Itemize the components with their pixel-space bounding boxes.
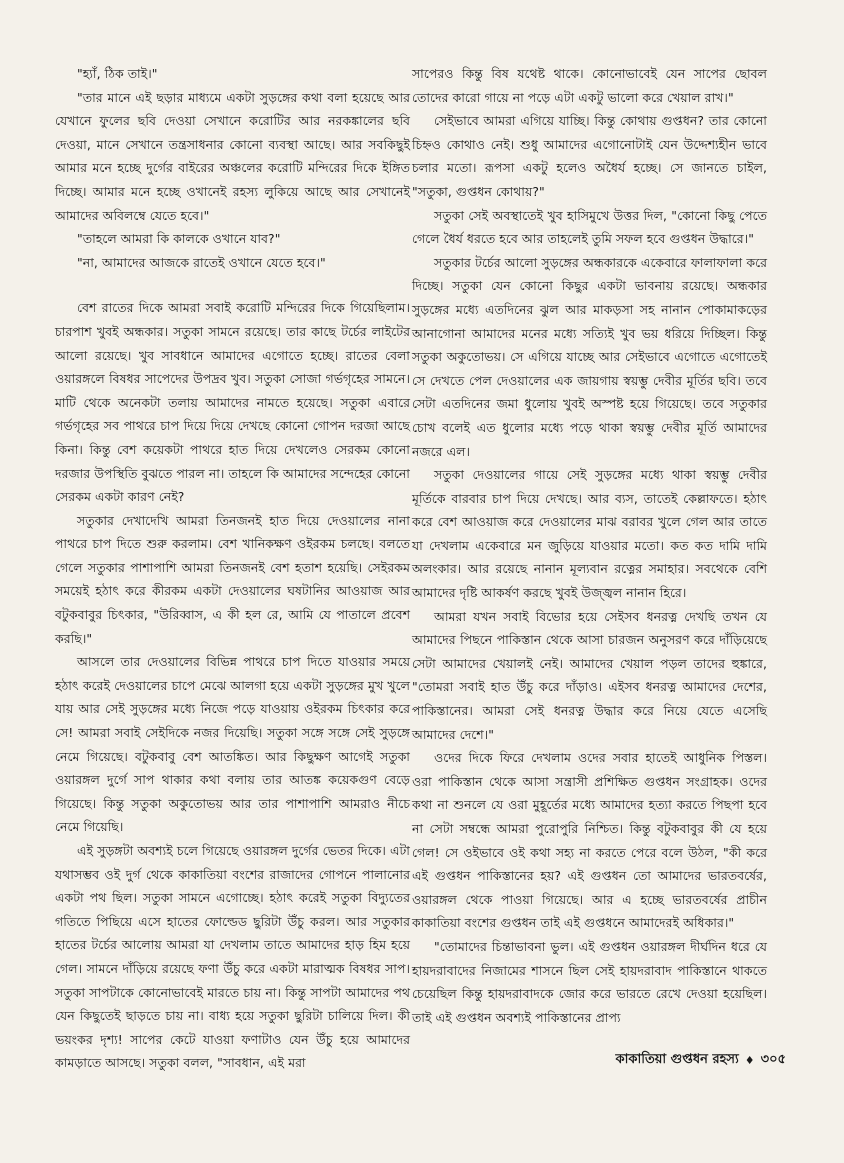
left-column	[55, 62, 410, 1071]
paragraph: আমরা যখন সবাই বিভোর হয়ে সেইসব ধনরত্ন দেখছি তখন যে আমাদের পিছনে পাকিস্তান থেকে আসা চারজন অনুসরণ করে দাঁড়িয়েছে সেটা আমাদের খেয়ালই নেই। আমাদের খেয়াল পড়ল তাদের হুঙ্কারে, "তোমরা সবাই হাত উঁচু করে দাঁড়াও। এইসব ধনরত্ন আমাদের দেশের, পাকিস্তানের। আমরা সেই ধনরত্ন উদ্ধার করে নিয়ে যেতে এসেছি আমাদের দেশে।"	[412, 608, 767, 742]
running-title: কাকাতিয়া গুপ্তধন রহস্য	[615, 1052, 739, 1067]
paragraph: "তার মানে এই ছড়ার মাধ্যমে একটা সুড়ঙ্গের কথা বলা হয়েছে আর যেখানে ফুলের ছবি দেওয়া সেখানে করোটির আর নরকঙ্কালের ছবি দেওয়া, মানে সেখানে তন্ত্রসাধনার কোনো ব্যবস্থা আছে। আর সবকিছুই আমার মনে হচ্ছে দুর্গের বাইরের অঞ্চলের করোটি মন্দিরের দিকে ইঙ্গিত দিচ্ছে। আমার মনে হচ্ছে ওখানেই রহস্য লুকিয়ে আছে আর সেখানেই আমাদের অবিলম্বে যেতে হবে।"	[55, 89, 410, 223]
page-footer	[616, 1050, 787, 1071]
paragraph: এই সুড়ঙ্গটা অবশ্যই চলে গিয়েছে ওয়ারঙ্গল দুর্গের ভেতর দিকে। এটা যথাসম্ভব ওই দুর্গ থেকে কাকাতিয়া বংশের রাজাদের গোপনে পালানোর একটা পথ ছিল। সতুকা সামনে এগোচ্ছে। হঠাৎ করেই সতুকা বিদ্যুতের গতিতে পিছিয়ে এসে হাতের ফোল্ডেড ছুরিটা উঁচু করল। আর সতুকার হাতের টর্চের আলোয় আমরা যা দেখলাম তাতে আমাদের হাড় হিম হয়ে গেল। সামনে দাঁড়িয়ে রয়েছে ফণা উঁচু করে একটা মারাত্মক বিষধর সাপ। সতুকা সাপটাকে কোনোভাবেই মারতে চায় না। কিন্তু সাপটা আমাদের পথ যেন কিছুতেই ছাড়তে চায় না। বাধ্য হয়ে সতুকা ছুরিটা চালিয়ে দিল। কী ভয়ংকর দৃশ্য! সাপের কেটে যাওয়া ফণাটাও যেন উঁচু হয়ে আমাদের কামড়াতে আসছে। সতুকা বলল, "সাবধান, এই মরা	[55, 843, 410, 1071]
paragraph: "হ্যাঁ, ঠিক তাই।"	[77, 66, 158, 81]
page-number: ৩০৫	[760, 1052, 786, 1067]
paragraph: সতুকার দেখাদেখি আমরা তিনজনই হাত দিয়ে দেওয়ালের নানা পাথরে চাপ দিতে শুরু করলাম। বেশ খানিকক্ষণ ওইরকম চলছে। বলতে গেলে সতুকার পাশাপাশি আমরা তিনজনই বেশ হতাশ হয়েছি। সেইরকম সময়েই হঠাৎ করে কীরকম একটা দেওয়ালের ঘষটানির আওয়াজ আর বটুকবাবুর চিৎকার, "উরিব্বাস, এ কী হল রে, আমি যে পাতালে প্রবেশ করছি।"	[55, 512, 410, 646]
section-break	[55, 274, 410, 296]
paragraph: "তোমাদের চিন্তাভাবনা ভুল। এই গুপ্তধন ওয়ারঙ্গল দীর্ঘদিন ধরে যে হায়দরাবাদের নিজামের শাসনে ছিল সেই হায়দরাবাদ পাকিস্তানে থাকতে চেয়েছিল কিন্তু হায়দরাবাদকে জোর করে ভারতে রেখে দেওয়া হয়েছিল। তাই এই গুপ্তধন অবশ্যই পাকিস্তানের প্রাপ্য	[412, 938, 767, 1025]
paragraph: "তাহলে আমরা কি কালকে ওখানে যাব?"	[77, 231, 281, 247]
paragraph: সেইভাবে আমরা এগিয়ে যাচ্ছি। কিন্তু কোথায় গুপ্তধন? তার কোনো চিহ্নও কোথাও নেই। শুধু আমাদের এগোনোটাই যেন উদ্দেশ্যহীন ভাবে চলার মতো। রূপসা একটু হলেও অধৈর্য হচ্ছে। সে জানতে চাইল, "সতুকা, গুপ্তধন কোথায়?"	[412, 113, 767, 199]
paragraph: সতুকার টর্চের আলো সুড়ঙ্গের অন্ধকারকে একেবারে ফালাফালা করে দিচ্ছে। সতুকা যেন কোনো কিছুর একটা ভাবনায় রয়েছে। অন্ধকার সুড়ঙ্গের মধ্যে এতদিনের ঝুল আর মাকড়সা সহ নানান পোকামাকড়ের আনাগোনা আমাদের মনের মধ্যে সত্যিই খুব ভয় ধরিয়ে দিচ্ছিল। কিন্তু সতুকা অকুতোভয়। সে এগিয়ে যাচ্ছে আর সেইভাবে এগোতে এগোতেই সে দেখতে পেল দেওয়ালের এক জায়গায় স্বয়ম্ভু দেবীর মূর্তির ছবি। তবে সেটা এতদিনের জমা ধুলোয় খুবই অস্পষ্ট হয়ে গিয়েছে। তবে সতুকার চোখ বলেই এত ধুলোর মধ্যে পড়ে থাকা স্বয়ম্ভু দেবীর মূর্তি আমাদের নজরে এল।	[412, 254, 767, 459]
paragraph: আসলে তার দেওয়ালের বিভিন্ন পাথরে চাপ দিতে যাওয়ার সময়ে হঠাৎ করেই দেওয়ালের চাপে মেঝে আলগা হয়ে একটা সুড়ঙ্গের মুখ খুলে যায় আর সেই সুড়ঙ্গের মধ্যে নিজে পড়ে যাওয়ায় ওইরকম চিৎকার করে সে! আমরা সবাই সেইদিকে নজর দিয়েছি। সতুকা সঙ্গে সঙ্গে সেই সুড়ঙ্গে নেমে গিয়েছে। বটুকবাবু বেশ আতঙ্কিত। আর কিছুক্ষণ আগেই সতুকা ওয়ারঙ্গল দুর্গে সাপ থাকার কথা বলায় তার আতঙ্ক কয়েকগুণ বেড়ে গিয়েছে। কিন্তু সতুকা অকুতোভয় আর তার পাশাপাশি আমরাও নীচে নেমে গিয়েছি।	[55, 654, 410, 835]
paragraph: ওদের দিকে ফিরে দেখলাম ওদের সবার হাতেই আধুনিক পিস্তল। ওরা পাকিস্তান থেকে আসা সন্ত্রাসী প্রশিক্ষিত গুপ্তধন সংগ্রাহক। ওদের কথা না শুনলে যে ওরা মুহূর্তের মধ্যে আমাদের হত্যা করতে পিছপা হবে না সেটা সম্বন্ধে আমরা পুরোপুরি নিশ্চিত। কিন্তু বটুকবাবুর কী যে হয়ে গেল! সে ওইভাবে ওই কথা সহ্য না করতে পেরে বলে উঠল, "কী করে এই গুপ্তধন পাকিস্তানের হয়? এই গুপ্তধন তো আমাদের ভারতবর্ষের, ওয়ারঙ্গল থেকে পাওয়া গিয়েছে। আর এ হচ্ছে ভারতবর্ষের প্রাচীন কাকাতিয়া বংশের গুপ্তধন তাই এই গুপ্তধনে আমাদেরই অধিকার।"	[412, 750, 767, 931]
diamond-icon: ♦	[744, 1054, 755, 1067]
paragraph: "না, আমাদের আজকে রাতেই ওখানে যেতে হবে।"	[77, 254, 326, 270]
paragraph: বেশ রাতের দিকে আমরা সবাই করোটি মন্দিরের দিকে গিয়েছিলাম। চারপাশ খুবই অন্ধকার। সতুকা সামনে রয়েছে। তার কাছে টর্চের লাইটের আলো রয়েছে। খুব সাবধানে আমাদের এগোতে হচ্ছে। রাতের বেলা ওয়ারঙ্গলে বিষধর সাপেদের উপদ্রব খুব। সতুকা সোজা গর্ভগৃহের সামনে। মাটি থেকে অনেকটা তলায় আমাদের নামতে হয়েছে। সতুকা এবারে গর্ভগৃহের সব পাথরে চাপ দিয়ে দিয়ে দেখছে কোনো গোপন দরজা আছে কিনা। কিন্তু বেশ কয়েকটা পাথরে হাত দিয়ে দেখলেও সেরকম কোনো দরজার উপস্থিতি বুঝতে পারল না। তাহলে কি আমাদের সন্দেহের কোনো সেরকম একটা কারণ নেই?	[55, 300, 410, 505]
paragraph: সতুকা দেওয়ালের গায়ে সেই সুড়ঙ্গের মধ্যে থাকা স্বয়ম্ভু দেবীর মূর্তিকে বারবার চাপ দিয়ে দেখছে। আর ব্যস, তাতেই কেল্লাফতে। হঠাৎ করে বেশ আওয়াজ করে দেওয়ালের মাঝ বরাবর খুলে গেল আর তাতে যা দেখলাম একেবারে মন জুড়িয়ে যাওয়ার মতো। কত কত দামি দামি অলংকার। আর রয়েছে নানান মূল্যবান রত্নের সমাহার। সবথেকে বেশি আমাদের দৃষ্টি আকর্ষণ করছে খুবই উজ্জ্বল নানান হিরে।	[412, 467, 767, 601]
paragraph: সাপেরও কিন্তু বিষ যথেষ্ট থাকে। কোনোভাবেই যেন সাপের ছোবল তোদের কারো গায়ে না পড়ে এটা একটু ভালো করে খেয়াল রাখ।"	[412, 66, 767, 105]
right-column	[412, 62, 767, 1055]
paragraph: সতুকা সেই অবস্থাতেই খুব হাসিমুখে উত্তর দিল, "কোনো কিছু পেতে গেলে ধৈর্য ধরতে হবে আর তাহলেই তুমি সফল হবে গুপ্তধন উদ্ধারে।"	[412, 207, 767, 247]
